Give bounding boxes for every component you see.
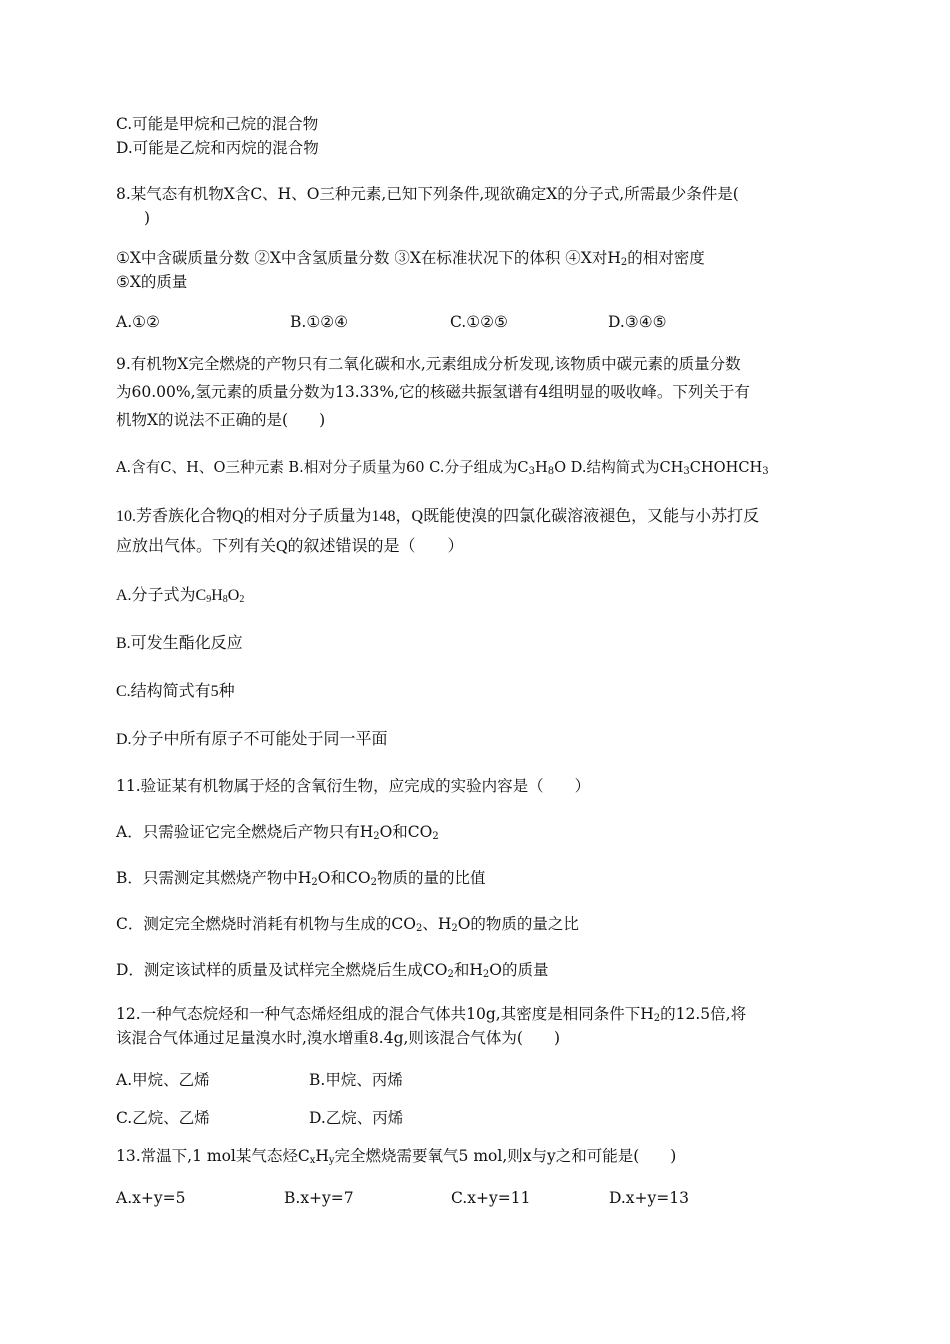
q11-option-a — [116, 820, 846, 844]
q11-c-post: O的物质的量之比 — [457, 915, 579, 933]
q11-d-post: O的质量 — [489, 961, 549, 979]
q9-sub-3a: 3 — [683, 466, 690, 477]
q10-sub-9: 9 — [206, 594, 212, 605]
q13-option-d: D.x+y=13 — [609, 1189, 689, 1207]
q12-stem-post: 的12.5倍,将 — [660, 1005, 747, 1023]
q11-c-sub1: 2 — [415, 923, 423, 934]
q8-stem-line2: ) — [144, 209, 151, 227]
q8-cond-text-a: ①X中含碳质量分数 ②X中含氢质量分数 ③X在标准状况下的体积 ④X对H — [116, 249, 621, 267]
q13-stem-post: 完全燃烧需要氧气5 mol,则x与y之和可能是( ) — [334, 1147, 677, 1165]
q10-stem-line1: 10.芳香族化合物Q的相对分子质量为148，Q既能使溴的四氯化碳溶液褪色，又能与小苏打反 — [116, 508, 760, 525]
q12-stem-line2: 该混合气体通过足量溴水时,溴水增重8.4g,则该混合气体为( ) — [116, 1029, 561, 1047]
q11-b-mid: O和CO — [317, 869, 371, 887]
q12-stem-pre: 12.一种气态烷烃和一种气态烯烃组成的混合气体共10g,其密度是相同条件下H — [116, 1005, 654, 1023]
q10-option-d: D.分子中所有原子不可能处于同一平面 — [116, 731, 388, 748]
q8-stem-line1: 8.某气态有机物X含C、H、O三种元素,已知下列条件,现欲确定X的分子式,所需最少条件是( — [116, 185, 739, 203]
q12-option-b: B.甲烷、丙烯 — [309, 1071, 403, 1089]
q11-option-c — [116, 912, 846, 936]
q8-option-b: B.①②④ — [290, 313, 349, 331]
q12-stem-line1 — [116, 1002, 846, 1026]
q8-condition-5: ⑤X的质量 — [116, 273, 188, 291]
q11-a-sub2: 2 — [432, 831, 439, 842]
q12-option-a: A.甲烷、乙烯 — [116, 1071, 210, 1089]
q10-h: H — [211, 587, 223, 604]
q11-d-sub2: 2 — [482, 969, 490, 980]
question-11 — [116, 774, 846, 982]
q7-option-d: D.可能是乙烷和丙烷的混合物 — [116, 139, 319, 157]
q9-ch-a: CHOHCH — [689, 459, 763, 476]
q12-option-c: C.乙烷、乙烯 — [116, 1109, 210, 1127]
q13-option-b: B.x+y=7 — [284, 1189, 354, 1207]
q11-c-mid: 、H — [422, 915, 452, 933]
q11-option-b — [116, 866, 846, 890]
question-12 — [116, 1002, 846, 1130]
question-13 — [116, 1144, 846, 1210]
q9-h: H — [534, 459, 548, 476]
q11-b-pre: B．只需测定其燃烧产物中H — [116, 869, 312, 887]
question-9 — [116, 350, 846, 480]
q9-sub-8: 8 — [547, 466, 555, 477]
q11-a-sub1: 2 — [373, 831, 380, 842]
q11-c-sub2: 2 — [451, 923, 458, 934]
q9-stem-line3: 机物X的说法不正确的是( ) — [116, 411, 326, 429]
q8-options — [116, 310, 846, 334]
q11-a-pre: A．只需验证它完全燃烧后产物只有H — [116, 823, 374, 841]
q11-b-sub2: 2 — [370, 877, 377, 888]
q8-cond-text-b: 的相对密度 — [627, 249, 705, 267]
q8-conditions — [116, 246, 846, 270]
q11-stem: 11.验证某有机物属于烃的含氧衍生物，应完成的实验内容是（ ） — [116, 777, 591, 795]
q12-option-d: D.乙烷、丙烯 — [309, 1109, 404, 1127]
q10-o: O — [227, 587, 240, 604]
question-10 — [116, 502, 846, 752]
q8-option-c: C.①②⑤ — [450, 313, 508, 331]
q13-options — [116, 1186, 846, 1210]
exam-page — [116, 112, 846, 1210]
q10-option-b: B.可发生酯化反应 — [116, 635, 243, 652]
q9-stem-line2: 为60.00%,氢元素的质量分数为13.33%,它的核磁共振氢谱有4组明显的吸收峰。下列关于有 — [116, 383, 750, 401]
q8-cond-sub: 2 — [620, 257, 628, 268]
q10-opt-a-text: A.分子式为C — [116, 587, 207, 604]
q12-options-row2 — [116, 1106, 846, 1130]
question-8 — [116, 182, 846, 334]
q11-a-mid: O和CO — [379, 823, 433, 841]
q13-stem-pre: 13.常温下,1 mol某气态烃C — [116, 1147, 310, 1165]
q9-sub-3: 3 — [528, 466, 535, 477]
q9-options — [116, 456, 846, 480]
q10-sub-8: 8 — [222, 594, 228, 605]
q9-opts-a: A.含有C、H、O三种元素 B.相对分子质量为60 C.分子组成为C — [116, 459, 529, 476]
q13-stem — [116, 1144, 846, 1168]
q13-h: H — [315, 1147, 329, 1165]
q11-d-mid: 和H — [453, 961, 483, 979]
q9-opts-b: O D.结构简式为CH — [554, 459, 684, 476]
q9-sub-3b: 3 — [762, 466, 769, 477]
q12-options-row1 — [116, 1068, 846, 1092]
q11-b-post: 物质的量的比值 — [376, 869, 486, 887]
q10-stem-line2: 应放出气体。下列有关Q的叙述错误的是（ ） — [116, 538, 464, 555]
q10-option-a — [116, 584, 846, 608]
q13-sub-x: x — [309, 1155, 316, 1166]
q13-option-a: A.x+y=5 — [116, 1189, 186, 1207]
q9-stem-line1: 9.有机物X完全燃烧的产物只有二氧化碳和水,元素组成分析发现,该物质中碳元素的质量分数 — [116, 355, 741, 373]
q12-sub-2: 2 — [653, 1013, 661, 1024]
q8-option-d: D.③④⑤ — [608, 313, 667, 331]
q7-option-c: C.可能是甲烷和己烷的混合物 — [116, 115, 319, 133]
q8-option-a: A.①② — [116, 313, 160, 331]
q11-option-d — [116, 958, 846, 982]
q11-d-sub1: 2 — [447, 969, 454, 980]
q13-sub-y: y — [328, 1155, 335, 1166]
q11-c-pre: C．测定完全燃烧时消耗有机物与生成的CO — [116, 915, 416, 933]
q10-option-c: C.结构简式有5种 — [116, 683, 235, 700]
q10-sub-2: 2 — [239, 594, 245, 605]
q11-b-sub1: 2 — [311, 877, 318, 888]
q11-d-pre: D．测定该试样的质量及试样完全燃烧后生成CO — [116, 961, 448, 979]
q13-option-c: C.x+y=11 — [451, 1189, 531, 1207]
